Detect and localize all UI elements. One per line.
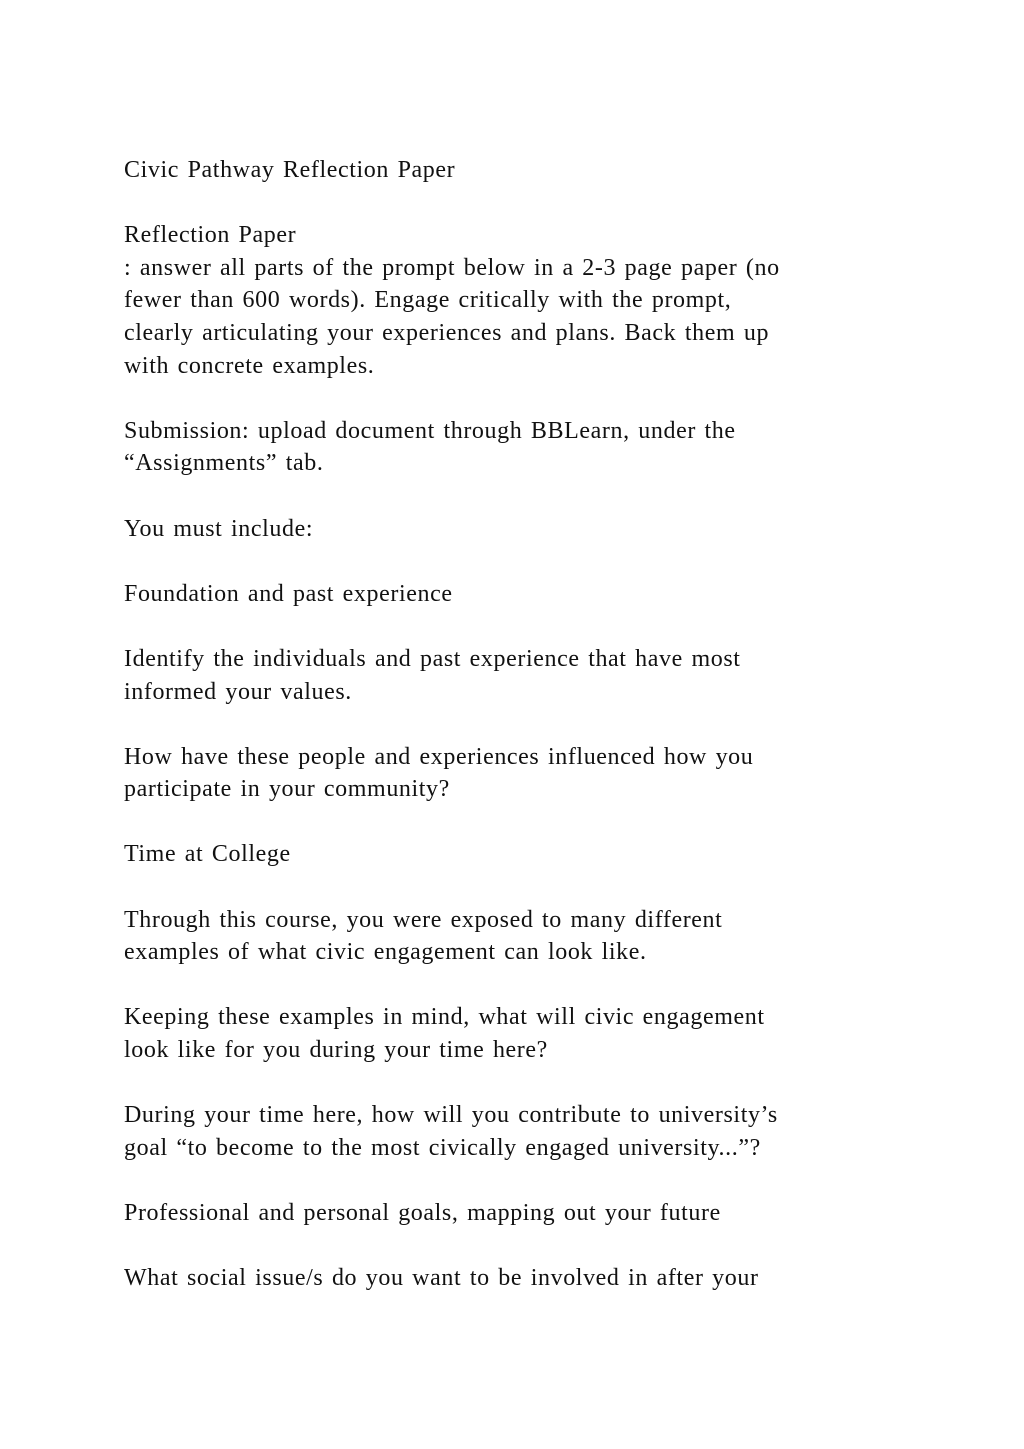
instructions-line: : answer all parts of the prompt below in a 2-3 page paper (no	[124, 254, 780, 281]
paragraph-line: What social issue/s do you want to be involved in after your	[124, 1265, 759, 1292]
must-include-text: You must include:	[124, 515, 314, 542]
instructions-line: with concrete examples.	[124, 352, 375, 379]
goals-heading-block	[124, 1197, 904, 1230]
goals-heading: Professional and personal goals, mapping out your future	[124, 1200, 721, 1226]
paragraph-line: Keeping these examples in mind, what will civic engagement	[124, 1004, 765, 1031]
paragraph-line: examples of what civic engagement can look like.	[124, 939, 647, 966]
paragraph-line: During your time here, how will you contribute to university’s	[124, 1102, 778, 1129]
paragraph-line: informed your values.	[124, 678, 352, 705]
paragraph-line: Identify the individuals and past experience that have most	[124, 645, 741, 672]
foundation-heading: Foundation and past experience	[124, 580, 453, 607]
paragraph-line: participate in your community?	[124, 776, 450, 803]
submission-line: “Assignments” tab.	[124, 450, 324, 477]
submission-line: Submission: upload document through BBLearn, under the	[124, 417, 736, 444]
college-question-1	[124, 1001, 904, 1066]
paragraph-line: How have these people and experiences influenced how you	[124, 743, 754, 770]
college-paragraph-1	[124, 904, 904, 969]
must-include-block	[124, 513, 904, 546]
paragraph-line: goal “to become to the most civically engaged university...”?	[124, 1134, 761, 1161]
document-body	[124, 154, 904, 1295]
goals-question-1	[124, 1262, 904, 1295]
submission-block	[124, 415, 904, 480]
instructions-line: fewer than 600 words). Engage critically with the prompt,	[124, 287, 732, 314]
paragraph-line: look like for you during your time here?	[124, 1037, 548, 1064]
foundation-question-2	[124, 741, 904, 806]
college-heading: Time at College	[124, 841, 291, 868]
college-heading-block	[124, 838, 904, 871]
section-heading: Reflection Paper	[124, 222, 297, 249]
foundation-heading-block	[124, 578, 904, 611]
instructions-line: clearly articulating your experiences and plans. Back them up	[124, 319, 770, 346]
college-question-2	[124, 1099, 904, 1164]
reflection-paper-block	[124, 219, 904, 382]
foundation-question-1	[124, 643, 904, 708]
paragraph-line: Through this course, you were exposed to many different	[124, 906, 723, 933]
document-title: Civic Pathway Reflection Paper	[124, 157, 456, 183]
document-title-block	[124, 154, 904, 187]
